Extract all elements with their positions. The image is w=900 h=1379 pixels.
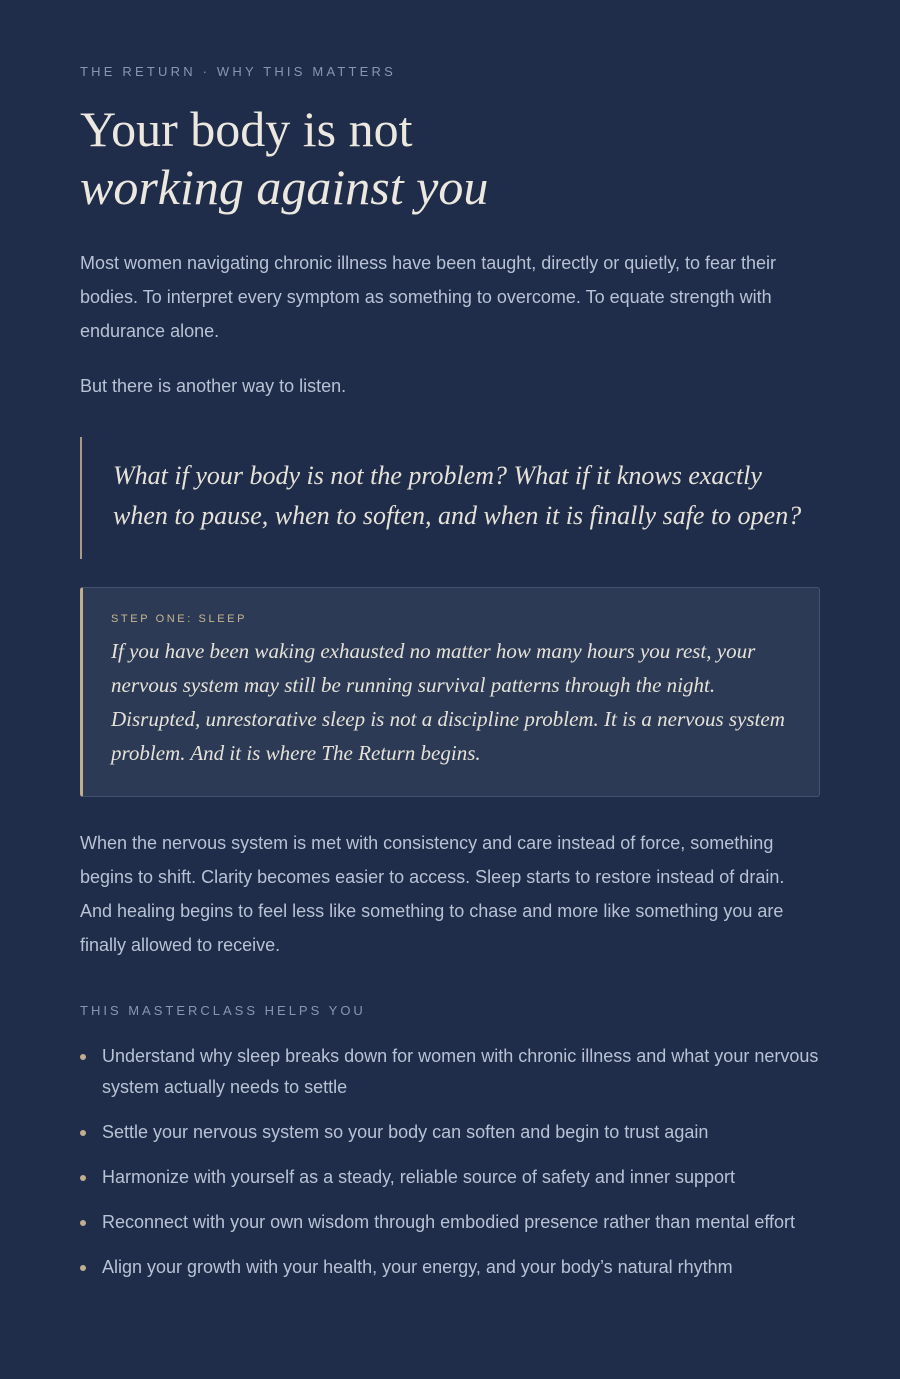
benefits-list <box>80 1041 820 1283</box>
intro-paragraph: Most women navigating chronic illness have been taught, directly or quietly, to fear their bodies. To interpret every symptom as something to overcome. To equate strength with endurance alone. <box>80 253 777 341</box>
benefit-item <box>80 1162 820 1193</box>
section-eyebrow: THE RETURN · WHY THIS MATTERS <box>80 64 396 79</box>
step-one-callout <box>80 587 820 797</box>
benefit-text: Understand why sleep breaks down for women with chronic illness and what your nervous system actually needs to settle <box>102 1046 819 1097</box>
title-line-2-italic: working against you <box>80 159 489 215</box>
benefit-item <box>80 1207 820 1238</box>
benefit-item <box>80 1041 820 1103</box>
pull-quote <box>80 437 820 559</box>
step-text: If you have been waking exhausted no matter how many hours you rest, your nervous system may still be running survival patterns through the night. Disrupted, unrestorative sleep is not a discipline problem. It is a nervous system problem. And it is where The Return begins. <box>111 639 785 765</box>
page-title <box>80 100 820 216</box>
bullet-dot-icon <box>80 1265 86 1271</box>
bullet-dot-icon <box>80 1220 86 1226</box>
bullet-dot-icon <box>80 1130 86 1136</box>
benefit-item <box>80 1117 820 1148</box>
listen-paragraph: But there is another way to listen. <box>80 376 347 396</box>
bullet-dot-icon <box>80 1175 86 1181</box>
benefit-text: Align your growth with your health, your energy, and your body’s natural rhythm <box>102 1257 733 1277</box>
masterclass-helps-label: THIS MASTERCLASS HELPS YOU <box>80 1003 366 1018</box>
title-line-1: Your body is not <box>80 101 413 157</box>
pull-quote-text: What if your body is not the problem? What if it knows exactly when to pause, when to soften, and when it is finally safe to open? <box>113 461 802 530</box>
benefit-text: Harmonize with yourself as a steady, reliable source of safety and inner support <box>102 1167 735 1187</box>
benefit-text: Settle your nervous system so your body can soften and begin to trust again <box>102 1122 709 1142</box>
bullet-dot-icon <box>80 1054 86 1060</box>
shift-paragraph: When the nervous system is met with consistency and care instead of force, something begins to shift. Clarity becomes easier to access. Sleep starts to restore instead of drain. And healing begins to feel less like something to chase and more like something you are finally allowed to receive. <box>80 833 785 955</box>
benefit-text: Reconnect with your own wisdom through embodied presence rather than mental effort <box>102 1212 796 1232</box>
benefit-item <box>80 1252 820 1283</box>
step-label: STEP ONE: SLEEP <box>111 613 248 625</box>
